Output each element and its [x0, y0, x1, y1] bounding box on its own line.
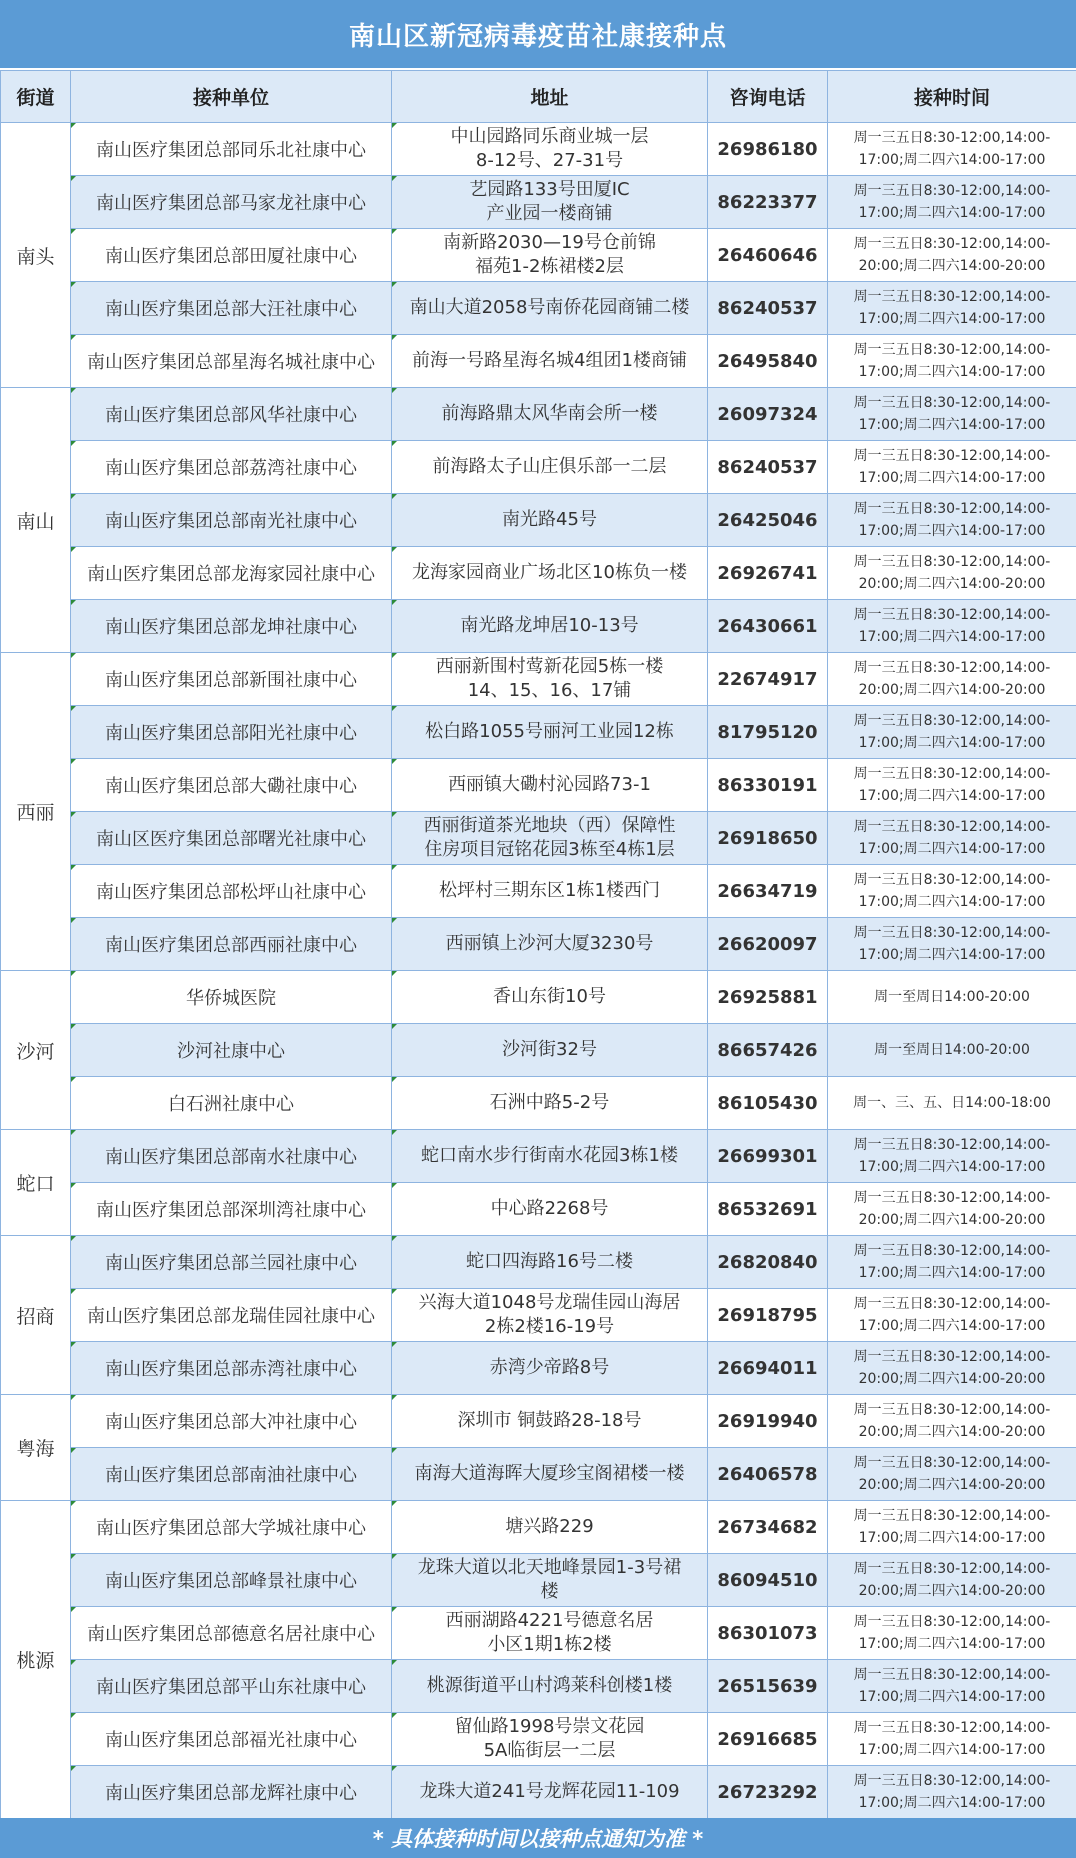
table-row	[1, 1501, 1076, 1554]
time-cell: 周一三五日8:30-12:00,14:00- 20:00;周二四六14:00-20:00	[828, 1395, 1076, 1448]
time-cell: 周一三五日8:30-12:00,14:00- 17:00;周二四六14:00-17:00	[828, 865, 1076, 918]
unit-cell: 南山医疗集团总部龙坤社康中心	[71, 600, 392, 653]
table-row	[1, 123, 1076, 176]
table-row	[1, 1024, 1076, 1077]
unit-cell: 南山医疗集团总部兰园社康中心	[71, 1236, 392, 1289]
time-cell: 周一三五日8:30-12:00,14:00- 20:00;周二四六14:00-20:00	[828, 1554, 1076, 1607]
address-cell: 松白路1055号丽河工业园12栋	[392, 706, 708, 759]
table-row	[1, 918, 1076, 971]
phone-cell: 26734682	[708, 1501, 828, 1554]
table-row	[1, 1554, 1076, 1607]
unit-cell: 南山医疗集团总部荔湾社康中心	[71, 441, 392, 494]
address-cell: 南光路龙坤居10-13号	[392, 600, 708, 653]
phone-cell: 26919940	[708, 1395, 828, 1448]
unit-cell: 南山医疗集团总部大汪社康中心	[71, 282, 392, 335]
unit-cell: 南山医疗集团总部新围社康中心	[71, 653, 392, 706]
table-row	[1, 176, 1076, 229]
phone-cell: 26820840	[708, 1236, 828, 1289]
district-cell: 沙河	[1, 971, 71, 1130]
table-row	[1, 282, 1076, 335]
address-cell: 龙海家园商业广场北区10栋负一楼	[392, 547, 708, 600]
phone-cell: 26634719	[708, 865, 828, 918]
time-cell: 周一三五日8:30-12:00,14:00- 17:00;周二四六14:00-17:00	[828, 1607, 1076, 1660]
time-cell: 周一三五日8:30-12:00,14:00- 17:00;周二四六14:00-17:00	[828, 388, 1076, 441]
phone-cell: 86532691	[708, 1183, 828, 1236]
phone-cell: 86105430	[708, 1077, 828, 1130]
unit-cell: 南山医疗集团总部龙瑞佳园社康中心	[71, 1289, 392, 1342]
table-row	[1, 335, 1076, 388]
unit-cell: 南山医疗集团总部龙辉社康中心	[71, 1766, 392, 1819]
time-cell: 周一三五日8:30-12:00,14:00- 17:00;周二四六14:00-17:00	[828, 1766, 1076, 1819]
phone-cell: 26926741	[708, 547, 828, 600]
phone-cell: 26694011	[708, 1342, 828, 1395]
table-row	[1, 971, 1076, 1024]
address-cell: 留仙路1998号崇文花园 5A临街层一二层	[392, 1713, 708, 1766]
phone-cell: 86330191	[708, 759, 828, 812]
unit-cell: 南山医疗集团总部大学城社康中心	[71, 1501, 392, 1554]
time-cell: 周一三五日8:30-12:00,14:00- 17:00;周二四六14:00-17:00	[828, 1289, 1076, 1342]
unit-cell: 南山医疗集团总部星海名城社康中心	[71, 335, 392, 388]
phone-cell: 86094510	[708, 1554, 828, 1607]
unit-cell: 南山医疗集团总部南光社康中心	[71, 494, 392, 547]
phone-cell: 26918650	[708, 812, 828, 865]
table-row	[1, 1713, 1076, 1766]
time-cell: 周一三五日8:30-12:00,14:00- 17:00;周二四六14:00-17:00	[828, 918, 1076, 971]
unit-cell: 南山医疗集团总部大磡社康中心	[71, 759, 392, 812]
phone-cell: 26495840	[708, 335, 828, 388]
unit-cell: 南山医疗集团总部松坪山社康中心	[71, 865, 392, 918]
time-cell: 周一、三、五、日14:00-18:00	[828, 1077, 1076, 1130]
address-cell: 中山园路同乐商业城一层 8-12号、27-31号	[392, 123, 708, 176]
address-cell: 兴海大道1048号龙瑞佳园山海居 2栋2楼16-19号	[392, 1289, 708, 1342]
address-cell: 南光路45号	[392, 494, 708, 547]
address-cell: 龙珠大道以北天地峰景园1-3号裙 楼	[392, 1554, 708, 1607]
table-row	[1, 229, 1076, 282]
time-cell: 周一三五日8:30-12:00,14:00- 17:00;周二四六14:00-17:00	[828, 282, 1076, 335]
phone-cell: 26916685	[708, 1713, 828, 1766]
address-cell: 南山大道2058号南侨花园商铺二楼	[392, 282, 708, 335]
address-cell: 石洲中路5-2号	[392, 1077, 708, 1130]
table-row	[1, 441, 1076, 494]
district-cell: 南山	[1, 388, 71, 653]
unit-cell: 南山医疗集团总部德意名居社康中心	[71, 1607, 392, 1660]
time-cell: 周一三五日8:30-12:00,14:00- 17:00;周二四六14:00-17:00	[828, 176, 1076, 229]
address-cell: 赤湾少帝路8号	[392, 1342, 708, 1395]
address-cell: 西丽新围村莺新花园5栋一楼 14、15、16、17铺	[392, 653, 708, 706]
phone-cell: 26515639	[708, 1660, 828, 1713]
phone-cell: 26430661	[708, 600, 828, 653]
address-cell: 中心路2268号	[392, 1183, 708, 1236]
address-cell: 前海一号路星海名城4组团1楼商铺	[392, 335, 708, 388]
unit-cell: 南山医疗集团总部大冲社康中心	[71, 1395, 392, 1448]
unit-cell: 南山医疗集团总部田厦社康中心	[71, 229, 392, 282]
time-cell: 周一三五日8:30-12:00,14:00- 17:00;周二四六14:00-17:00	[828, 1236, 1076, 1289]
address-cell: 西丽街道茶光地块（西）保障性 住房项目冠铭花园3栋至4栋1层	[392, 812, 708, 865]
unit-cell: 沙河社康中心	[71, 1024, 392, 1077]
address-cell: 桃源街道平山村鸿莱科创楼1楼	[392, 1660, 708, 1713]
address-cell: 松坪村三期东区1栋1楼西门	[392, 865, 708, 918]
unit-cell: 南山医疗集团总部同乐北社康中心	[71, 123, 392, 176]
phone-cell: 86657426	[708, 1024, 828, 1077]
table-row	[1, 1342, 1076, 1395]
table-row	[1, 1395, 1076, 1448]
time-cell: 周一至周日14:00-20:00	[828, 971, 1076, 1024]
table-row	[1, 1289, 1076, 1342]
table-row	[1, 494, 1076, 547]
table-row	[1, 706, 1076, 759]
address-cell: 塘兴路229	[392, 1501, 708, 1554]
phone-cell: 26699301	[708, 1130, 828, 1183]
phone-cell: 26425046	[708, 494, 828, 547]
address-cell: 深圳市 铜鼓路28-18号	[392, 1395, 708, 1448]
table-row	[1, 812, 1076, 865]
district-cell: 西丽	[1, 653, 71, 971]
address-cell: 西丽湖路4221号德意名居 小区1期1栋2楼	[392, 1607, 708, 1660]
unit-cell: 南山医疗集团总部风华社康中心	[71, 388, 392, 441]
phone-cell: 86240537	[708, 441, 828, 494]
time-cell: 周一三五日8:30-12:00,14:00- 20:00;周二四六14:00-20:00	[828, 1342, 1076, 1395]
phone-cell: 86240537	[708, 282, 828, 335]
unit-cell: 南山区医疗集团总部曙光社康中心	[71, 812, 392, 865]
address-cell: 南海大道海晖大厦珍宝阁裙楼一楼	[392, 1448, 708, 1501]
phone-cell: 86223377	[708, 176, 828, 229]
table-row	[1, 653, 1076, 706]
unit-cell: 南山医疗集团总部峰景社康中心	[71, 1554, 392, 1607]
unit-cell: 南山医疗集团总部阳光社康中心	[71, 706, 392, 759]
time-cell: 周一三五日8:30-12:00,14:00- 17:00;周二四六14:00-17:00	[828, 441, 1076, 494]
table-row	[1, 600, 1076, 653]
phone-cell: 26406578	[708, 1448, 828, 1501]
phone-cell: 26097324	[708, 388, 828, 441]
unit-cell: 白石洲社康中心	[71, 1077, 392, 1130]
time-cell: 周一三五日8:30-12:00,14:00- 17:00;周二四六14:00-17:00	[828, 759, 1076, 812]
unit-cell: 南山医疗集团总部龙海家园社康中心	[71, 547, 392, 600]
time-cell: 周一三五日8:30-12:00,14:00- 20:00;周二四六14:00-20:00	[828, 653, 1076, 706]
table-body	[1, 123, 1076, 1819]
page-title: 南山区新冠病毒疫苗社康接种点	[0, 0, 1076, 70]
table-row	[1, 1183, 1076, 1236]
time-cell: 周一三五日8:30-12:00,14:00- 17:00;周二四六14:00-17:00	[828, 812, 1076, 865]
address-cell: 前海路太子山庄俱乐部一二层	[392, 441, 708, 494]
unit-cell: 南山医疗集团总部马家龙社康中心	[71, 176, 392, 229]
vaccination-sites-table	[0, 70, 1076, 1819]
phone-cell: 86301073	[708, 1607, 828, 1660]
table-header-row	[1, 71, 1076, 123]
time-cell: 周一三五日8:30-12:00,14:00- 17:00;周二四六14:00-17:00	[828, 1713, 1076, 1766]
phone-cell: 26723292	[708, 1766, 828, 1819]
table-row	[1, 1448, 1076, 1501]
unit-cell: 南山医疗集团总部南油社康中心	[71, 1448, 392, 1501]
phone-cell: 26918795	[708, 1289, 828, 1342]
unit-cell: 华侨城医院	[71, 971, 392, 1024]
phone-cell: 22674917	[708, 653, 828, 706]
unit-cell: 南山医疗集团总部福光社康中心	[71, 1713, 392, 1766]
table-row	[1, 865, 1076, 918]
time-cell: 周一三五日8:30-12:00,14:00- 17:00;周二四六14:00-17:00	[828, 706, 1076, 759]
time-cell: 周一三五日8:30-12:00,14:00- 17:00;周二四六14:00-17:00	[828, 1660, 1076, 1713]
district-cell: 蛇口	[1, 1130, 71, 1236]
table-row	[1, 547, 1076, 600]
address-cell: 前海路鼎太风华南会所一楼	[392, 388, 708, 441]
phone-cell: 26460646	[708, 229, 828, 282]
time-cell: 周一三五日8:30-12:00,14:00- 20:00;周二四六14:00-20:00	[828, 1448, 1076, 1501]
time-cell: 周一三五日8:30-12:00,14:00- 17:00;周二四六14:00-17:00	[828, 1130, 1076, 1183]
footer-note: * 具体接种时间以接种点通知为准 *	[0, 1818, 1076, 1858]
time-cell: 周一三五日8:30-12:00,14:00- 17:00;周二四六14:00-17:00	[828, 335, 1076, 388]
address-cell: 蛇口南水步行街南水花园3栋1楼	[392, 1130, 708, 1183]
table-row	[1, 1236, 1076, 1289]
time-cell: 周一三五日8:30-12:00,14:00- 20:00;周二四六14:00-20:00	[828, 229, 1076, 282]
unit-cell: 南山医疗集团总部平山东社康中心	[71, 1660, 392, 1713]
address-cell: 西丽镇大磡村沁园路73-1	[392, 759, 708, 812]
phone-cell: 26986180	[708, 123, 828, 176]
header-time: 接种时间	[828, 71, 1076, 123]
phone-cell: 81795120	[708, 706, 828, 759]
time-cell: 周一三五日8:30-12:00,14:00- 17:00;周二四六14:00-17:00	[828, 494, 1076, 547]
district-cell: 南头	[1, 123, 71, 388]
address-cell: 西丽镇上沙河大厦3230号	[392, 918, 708, 971]
header-phone: 咨询电话	[708, 71, 828, 123]
table-row	[1, 1607, 1076, 1660]
address-cell: 沙河街32号	[392, 1024, 708, 1077]
header-address: 地址	[392, 71, 708, 123]
table-row	[1, 1660, 1076, 1713]
unit-cell: 南山医疗集团总部西丽社康中心	[71, 918, 392, 971]
table-row	[1, 1130, 1076, 1183]
address-cell: 龙珠大道241号龙辉花园11-109	[392, 1766, 708, 1819]
table-row	[1, 388, 1076, 441]
table-row	[1, 759, 1076, 812]
address-cell: 香山东街10号	[392, 971, 708, 1024]
address-cell: 艺园路133号田厦IC 产业园一楼商铺	[392, 176, 708, 229]
header-unit: 接种单位	[71, 71, 392, 123]
unit-cell: 南山医疗集团总部赤湾社康中心	[71, 1342, 392, 1395]
address-cell: 南新路2030—19号仓前锦 福苑1-2栋裙楼2层	[392, 229, 708, 282]
time-cell: 周一三五日8:30-12:00,14:00- 17:00;周二四六14:00-17:00	[828, 1501, 1076, 1554]
time-cell: 周一三五日8:30-12:00,14:00- 17:00;周二四六14:00-17:00	[828, 123, 1076, 176]
unit-cell: 南山医疗集团总部深圳湾社康中心	[71, 1183, 392, 1236]
address-cell: 蛇口四海路16号二楼	[392, 1236, 708, 1289]
header-district: 街道	[1, 71, 71, 123]
district-cell: 桃源	[1, 1501, 71, 1819]
phone-cell: 26620097	[708, 918, 828, 971]
district-cell: 招商	[1, 1236, 71, 1395]
time-cell: 周一三五日8:30-12:00,14:00- 20:00;周二四六14:00-20:00	[828, 1183, 1076, 1236]
district-cell: 粤海	[1, 1395, 71, 1501]
time-cell: 周一三五日8:30-12:00,14:00- 17:00;周二四六14:00-17:00	[828, 600, 1076, 653]
table-row	[1, 1766, 1076, 1819]
time-cell: 周一三五日8:30-12:00,14:00- 20:00;周二四六14:00-20:00	[828, 547, 1076, 600]
unit-cell: 南山医疗集团总部南水社康中心	[71, 1130, 392, 1183]
table-row	[1, 1077, 1076, 1130]
phone-cell: 26925881	[708, 971, 828, 1024]
time-cell: 周一至周日14:00-20:00	[828, 1024, 1076, 1077]
